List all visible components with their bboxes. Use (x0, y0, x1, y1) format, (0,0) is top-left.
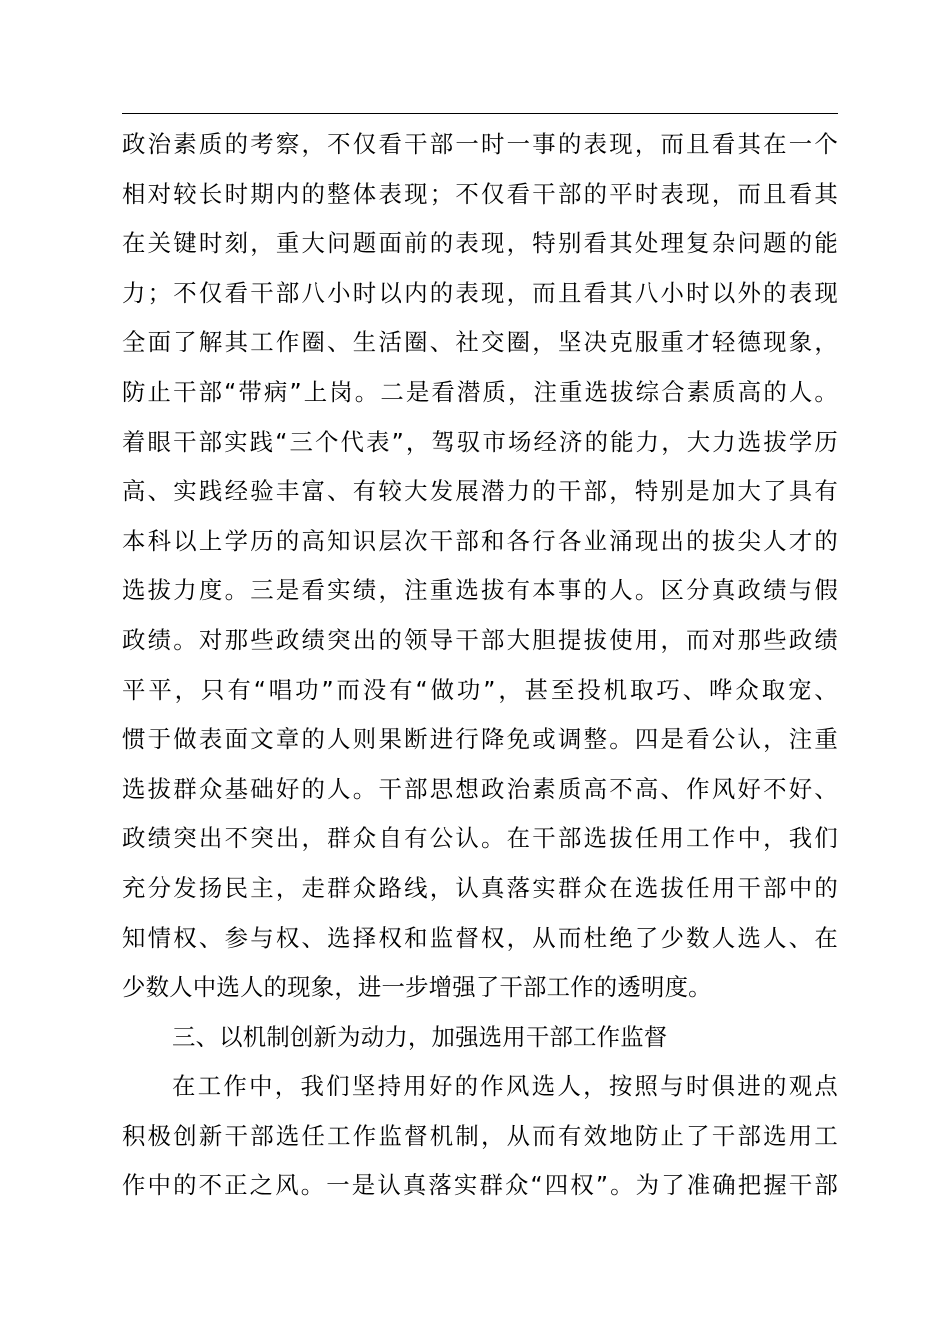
text-line: 政绩。对那些政绩突出的领导干部大胆提拔使用，而对那些政绩 (122, 625, 838, 654)
body-text (122, 120, 838, 1211)
text-line: 相对较长时期内的整体表现；不仅看干部的平时表现，而且看其 (122, 179, 838, 208)
paragraph-last-line: 少数人中选人的现象，进一步增强了干部工作的透明度。 (122, 973, 712, 1002)
text-line: 积极创新干部选任工作监督机制，从而有效地防止了干部选用工 (122, 1121, 838, 1150)
text-line: 知情权、参与权、选择权和监督权，从而杜绝了少数人选人、在 (122, 923, 838, 952)
text-line: 本科以上学历的高知识层次干部和各行各业涌现出的拔尖人才的 (122, 526, 838, 555)
text-line: 惯于做表面文章的人则果断进行降免或调整。四是看公认，注重 (122, 725, 838, 754)
text-line: 防止干部“带病”上岗。二是看潜质，注重选拔综合素质高的人。 (122, 377, 838, 406)
text-line: 选拔力度。三是看实绩，注重选拔有本事的人。区分真政绩与假 (122, 576, 838, 605)
text-line: 充分发扬民主，走群众路线，认真落实群众在选拔任用干部中的 (122, 873, 838, 902)
text-line: 平平，只有“唱功”而没有“做功”，甚至投机取巧、哗众取宠、 (122, 675, 838, 704)
text-line: 政绩突出不突出，群众自有公认。在干部选拔任用工作中，我们 (122, 824, 838, 853)
text-line: 力；不仅看干部八小时以内的表现，而且看其八小时以外的表现 (122, 278, 838, 307)
text-line: 政治素质的考察，不仅看干部一时一事的表现，而且看其在一个 (122, 130, 838, 158)
text-line: 全面了解其工作圈、生活圈、社交圈，坚决克服重才轻德现象， (122, 328, 838, 357)
text-line: 作中的不正之风。一是认真落实群众“四权”。为了准确把握干部 (122, 1171, 838, 1200)
paragraph-first-line: 在工作中，我们坚持用好的作风选人，按照与时俱进的观点 (172, 1072, 838, 1101)
section-heading: 三、以机制创新为动力，加强选用干部工作监督 (172, 1022, 668, 1051)
text-line: 着眼干部实践“三个代表”，驾驭市场经济的能力，大力选拔学历 (122, 427, 838, 456)
text-line: 选拔群众基础好的人。干部思想政治素质高不高、作风好不好、 (122, 774, 838, 803)
text-line: 高、实践经验丰富、有较大发展潜力的干部，特别是加大了具有 (122, 477, 838, 506)
header-rule (122, 113, 838, 114)
text-line: 在关键时刻，重大问题面前的表现，特别看其处理复杂问题的能 (122, 229, 838, 258)
